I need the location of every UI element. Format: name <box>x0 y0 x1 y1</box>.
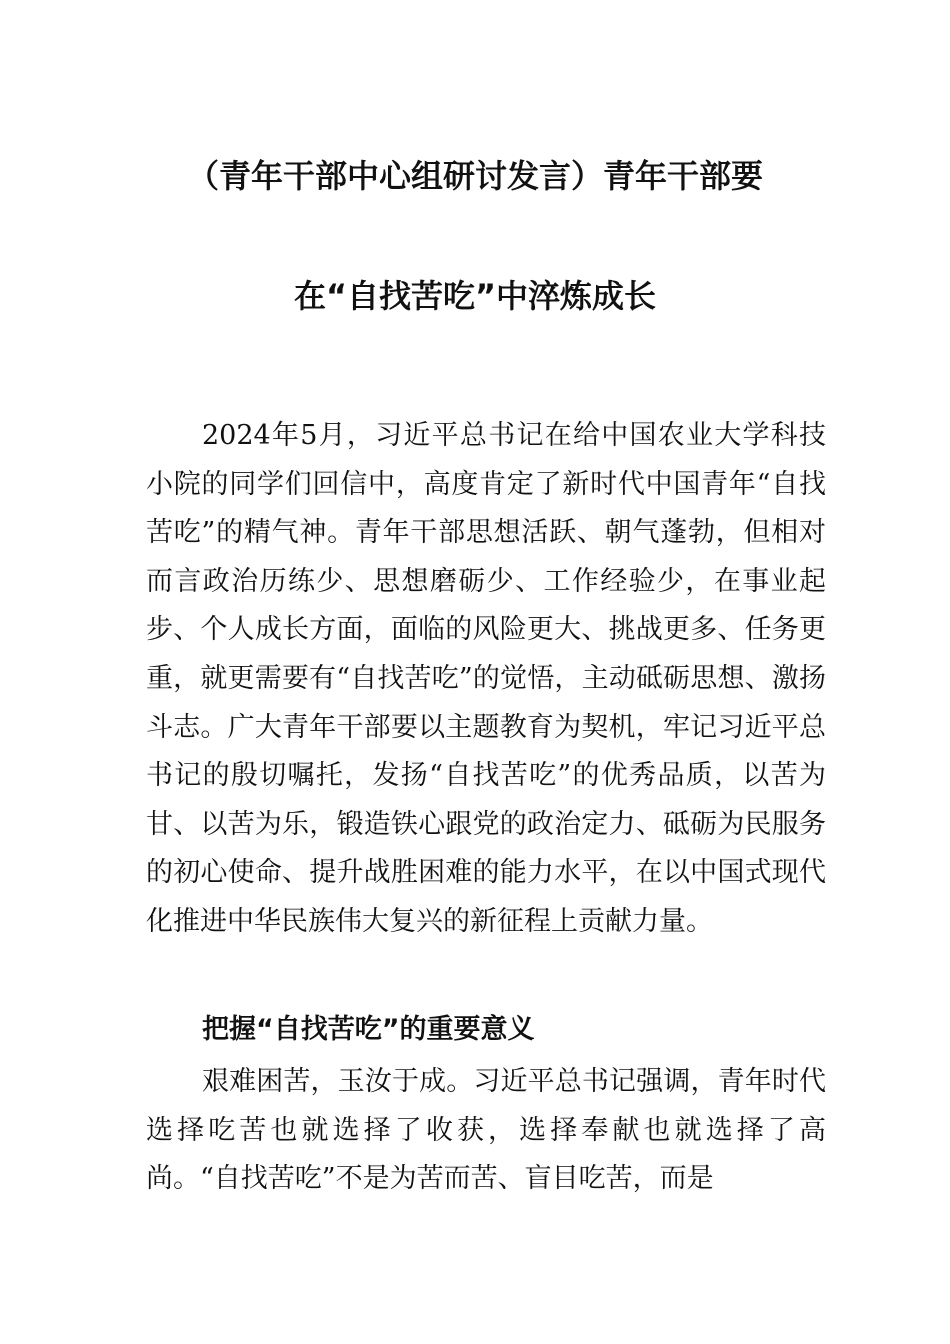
section-heading-1: 把握“自找苦吃”的重要意义 <box>202 1014 535 1045</box>
body-paragraph-2: 艰难困苦，玉汝于成。习近平总书记强调，青年时代选择吃苦也就选择了收获，选择奉献也就选择了高尚。“自找苦吃”不是为苦而苦、盲目吃苦，而是 <box>146 1066 826 1195</box>
document-title-line-2: 在“自找苦吃”中淬炼成长 <box>293 277 657 315</box>
body-paragraph-1: 2024年5月，习近平总书记在给中国农业大学科技小院的同学们回信中，高度肯定了新时代中国青年“自找苦吃”的精气神。青年干部思想活跃、朝气蓬勃，但相对而言政治历练少、思想磨砺少、工作经验少，在事业起步、个人成长方面，面临的风险更大、挑战更多、任务更重，就更需要有“自找苦吃”的觉悟，主动砥砺思想、激扬斗志。广大青年干部要以主题教育为契机，牢记习近平总书记的殷切嘱托，发扬“自找苦吃”的优秀品质，以苦为甘、以苦为乐，锻造铁心跟党的政治定力、砥砺为民服务的初心使命、提升战胜困难的能力水平，在以中国式现代化推进中华民族伟大复兴的新征程上贡献力量。 <box>146 420 826 937</box>
document-title-line-1: （青年干部中心组研讨发言）青年干部要 <box>186 157 763 195</box>
